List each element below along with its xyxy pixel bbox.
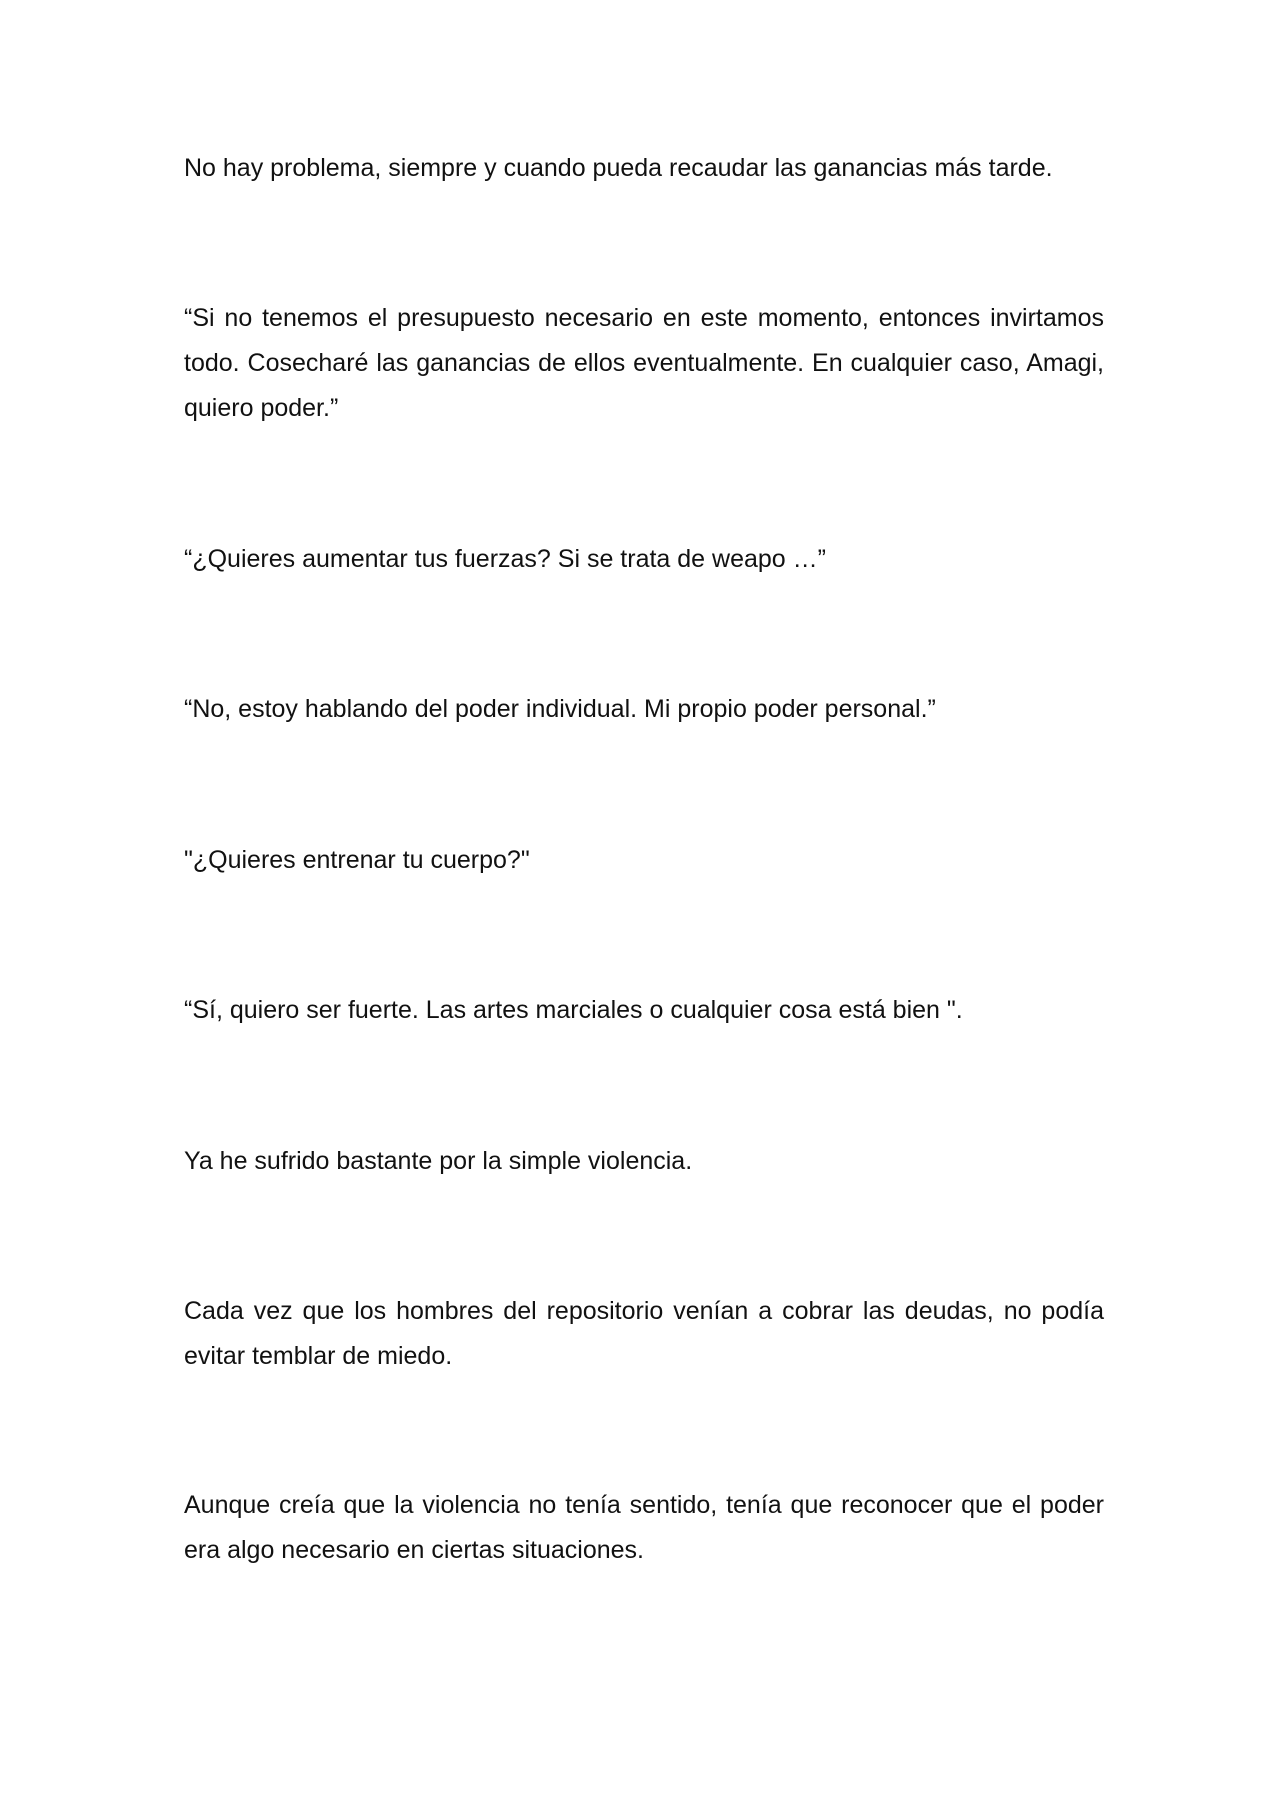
paragraph: "¿Quieres entrenar tu cuerpo?" xyxy=(184,846,530,874)
paragraph: Cada vez que los hombres del repositorio venían a cobrar las deudas, no podía evitar temblar de miedo. xyxy=(184,1297,1104,1370)
paragraph: No hay problema, siempre y cuando pueda recaudar las ganancias más tarde. xyxy=(184,154,1053,182)
paragraph: “Sí, quiero ser fuerte. Las artes marciales o cualquier cosa está bien ". xyxy=(184,996,963,1024)
paragraph: “No, estoy hablando del poder individual. Mi propio poder personal.” xyxy=(184,695,936,723)
paragraph: Aunque creía que la violencia no tenía sentido, tenía que reconocer que el poder era algo necesario en ciertas situaciones. xyxy=(184,1491,1104,1564)
paragraph: “Si no tenemos el presupuesto necesario en este momento, entonces invirtamos todo. Cosecharé las ganancias de ellos eventualmente. En cualquier caso, Amagi, quiero poder.” xyxy=(184,304,1104,422)
paragraph: Ya he sufrido bastante por la simple violencia. xyxy=(184,1147,693,1175)
paragraph: “¿Quieres aumentar tus fuerzas? Si se trata de weapo …” xyxy=(184,545,826,573)
